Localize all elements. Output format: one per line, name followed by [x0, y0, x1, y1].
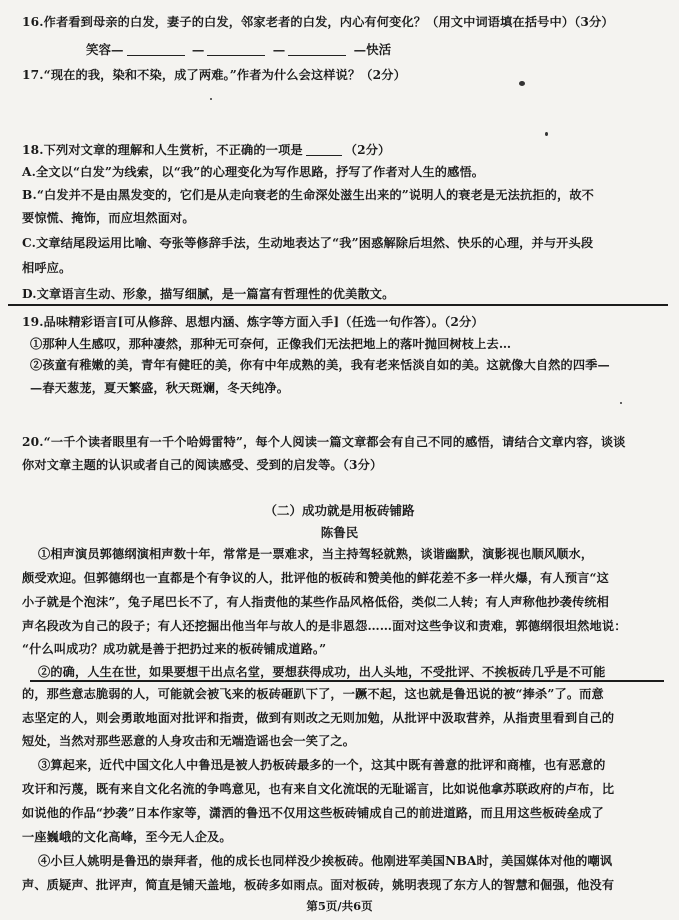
blank-word-1: 笑容— [86, 42, 124, 57]
article-line: “什么叫成功？成功就是善于把扔过来的板砖铺成道路。” [22, 642, 327, 656]
question-18-text: 18.下列对文章的理解和人生赏析，不正确的一项是 [22, 143, 303, 157]
question-18-stem [22, 142, 661, 158]
blank-word-2: — [191, 42, 205, 57]
q19-item-2: ②孩童有稚嫩的美，青年有健旺的美，你有中年成熟的美，我有老来恬淡自如的美。这就像大自然的四季— [30, 358, 610, 372]
scan-speck [519, 81, 525, 86]
answer-blank-3[interactable] [288, 43, 346, 56]
article-line: 短处，当然对那些恶意的人身攻击和无端造谣也会一笑了之。 [22, 734, 356, 748]
option-c: C.文章结尾段运用比喻、夸张等修辞手法，生动地表达了“我”困惑解除后坦然、快乐的心理，并与开头段 [22, 236, 594, 250]
fold-line [8, 304, 668, 306]
page-number: 第5页/共6页 [306, 899, 373, 913]
option-a: A.全文以“白发”为线索，以“我”的心理变化为写作思路，抒写了作者对人生的感悟。 [22, 165, 485, 179]
q19-item-1: ①那种人生感叹，那种凄然，那种无可奈何，正像我们无法把地上的落叶抛回树枝上去… [30, 337, 512, 351]
question-16: 16.作者看到母亲的白发，妻子的白发，邻家老者的白发，内心有何变化？（用文中词语填在括号中）（3分） [22, 15, 614, 29]
answer-blank-18[interactable] [306, 143, 342, 156]
question-17: 17.“现在的我，染和不染，成了两难。”作者为什么会这样说？（2分） [22, 68, 406, 82]
option-b: B.“白发并不是由黑发变的，它们是从走向衰老的生命深处滋生出来的”说明人的衰老是无法抗拒的，故不 [22, 188, 595, 202]
option-b-cont: 要惊慌、掩饰，而应坦然面对。 [22, 211, 195, 225]
article-line: ②的确，人生在世，如果要想干出点名堂，要想获得成功，出人头地，不受批评、不挨板砖几乎是不可能 [38, 665, 606, 679]
question-20-cont: 你对文章主题的认识或者自己的阅读感受、受到的启发等。（3分） [22, 458, 383, 472]
article-line: 声名段改为自己的段子；有人还挖掘出他当年与故人的是非恩怨……面对这些争议和责难，郭德纲很坦然地说： [22, 619, 627, 633]
fold-line-2 [30, 680, 664, 682]
option-c-cont: 相呼应。 [22, 261, 72, 275]
blank-word-3: — [272, 42, 286, 57]
question-18-points: （2分） [344, 143, 391, 157]
article-author: 陈鲁民 [320, 525, 359, 540]
question-16-blanks [86, 40, 391, 58]
article-line: ③算起来，近代中国文化人中鲁迅是被人扔板砖最多的一个，这其中既有善意的批评和商榷，也有恶意的 [38, 758, 606, 772]
article-line: 一座巍峨的文化高峰，至今无人企及。 [22, 830, 232, 844]
article-line: ④小巨人姚明是鲁迅的崇拜者，他的成长也同样没少挨板砖。他刚进军美国NBA时，美国媒体对他的嘲讽 [38, 854, 613, 868]
option-d: D.文章语言生动、形象，描写细腻，是一篇富有哲理性的优美散文。 [22, 287, 395, 301]
question-20: 20.“一千个读者眼里有一千个哈姆雷特”，每个人阅读一篇文章都会有自己不同的感悟，请结合文章内容，谈谈 [22, 435, 626, 449]
article-line: 如说他的作品“抄袭”日本作家等，潇洒的鲁迅不仅用这些板砖铺成自己的前进道路，而且用这些板砖垒成了 [22, 806, 604, 820]
article-line: 颇受欢迎。但郭德纲也一直都是个有争议的人，批评他的板砖和赞美他的鲜花差不多一样火爆，有人预言“这 [22, 571, 610, 585]
answer-blank-1[interactable] [127, 43, 185, 56]
answer-blank-2[interactable] [207, 43, 265, 56]
blank-word-4: —快活 [353, 42, 392, 57]
scan-speck [210, 98, 212, 100]
article-line: 小子就是个泡沫”，兔子尾巴长不了，有人指责他的某些作品风格低俗，类似二人转；有人声称他抄袭传统相 [22, 595, 610, 609]
article-line: 攻讦和污蔑，既有来自文化名流的争鸣意见，也有来自文化流氓的无耻谣言，比如说他拿苏联政府的卢布，比 [22, 782, 615, 796]
article-line: 志坚定的人，则会勇敢地面对批评和指责，做到有则改之无则加勉，从批评中汲取营养，从指责里看到自己的 [22, 711, 615, 725]
article-line: 的，那些意志脆弱的人，可能就会被飞来的板砖砸趴下了，一蹶不起，这也就是鲁迅说的被“捧杀”了。而意 [22, 687, 604, 701]
scan-speck [545, 132, 548, 136]
q19-item-2-cont: —春天葱茏，夏天繁盛，秋天斑斓，冬天纯净。 [30, 381, 290, 395]
article-title: （二）成功就是用板砖铺路 [264, 503, 415, 518]
article-line: 声、质疑声、批评声，简直是铺天盖地，板砖多如雨点。面对板砖，姚明表现了东方人的智慧和倔强，他没有 [22, 878, 615, 892]
scan-speck [620, 402, 622, 404]
article-line: ①相声演员郭德纲演相声数十年，常常是一票难求，当主持驾轻就熟，谈谐幽默，演影视也顺风顺水， [38, 547, 594, 561]
question-19: 19.品味精彩语言[可从修辞、思想内涵、炼字等方面入手]（任选一句作答）。（2分） [22, 315, 484, 329]
